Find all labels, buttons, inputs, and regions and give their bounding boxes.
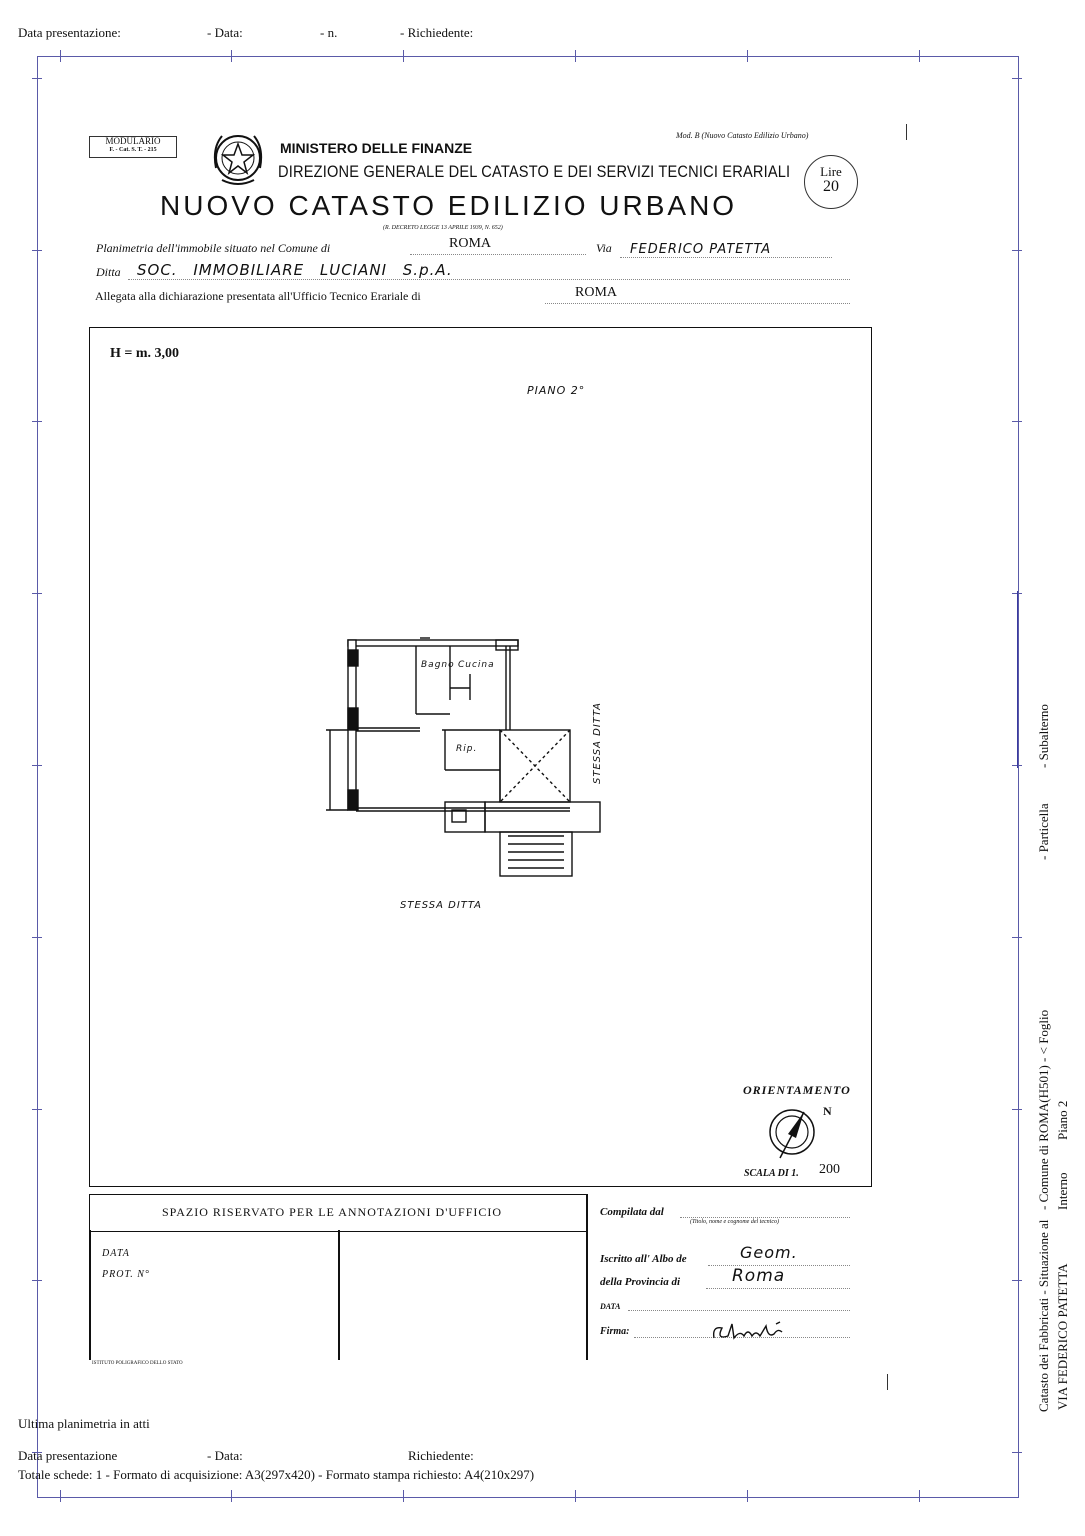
provincia-value: Roma	[732, 1266, 786, 1286]
room-label: Cucina	[458, 660, 495, 670]
frame-tick	[1012, 421, 1022, 422]
dots	[680, 1217, 850, 1218]
ufficio-value: ROMA	[575, 285, 618, 300]
compilata-note: (Titolo, nome e cognome del tecnico)	[690, 1219, 779, 1225]
frame-tick	[32, 421, 42, 422]
via-value: FEDERICO PATETTA	[630, 242, 772, 257]
frame-tick	[60, 50, 61, 62]
stessa-ditta-right: STESSA DITTA	[592, 702, 603, 784]
lire-stamp	[804, 155, 858, 209]
footer-ultima: Ultima planimetria in atti	[18, 1416, 150, 1431]
frame-tick	[1012, 78, 1022, 79]
printer-note: ISTITUTO POLIGRAFICO DELLO STATO	[92, 1361, 183, 1366]
frame-tick	[231, 1490, 232, 1502]
header-data-presentazione: Data presentazione:	[18, 25, 121, 40]
ministero: MINISTERO DELLE FINANZE	[280, 140, 473, 156]
mod-b: Mod. B (Nuovo Catasto Edilizio Urbano)	[676, 131, 809, 140]
frame-tick	[32, 1280, 42, 1281]
firma-label: Firma:	[600, 1326, 630, 1337]
orientamento-label: ORIENTAMENTO	[743, 1083, 851, 1097]
dots	[620, 257, 832, 258]
sidebar-line2: VIA FEDERICO PATETTA	[1055, 1263, 1070, 1410]
scala-value: 200	[819, 1162, 840, 1177]
side-mark	[1017, 591, 1018, 768]
data2-label: DATA	[600, 1302, 621, 1311]
height-label: H = m. 3,00	[110, 346, 180, 361]
dots	[706, 1288, 850, 1289]
frame-tick	[1012, 1109, 1022, 1110]
allegata-label: Allegata alla dichiarazione presentata all'Ufficio Tecnico Erariale di	[95, 289, 421, 303]
modulario-title: MODULARIO	[105, 136, 161, 146]
sidebar-line1: Catasto dei Fabbricati - Situazione al	[1036, 1219, 1051, 1412]
frame-tick	[919, 1490, 920, 1502]
scala-label: SCALA DI 1.	[744, 1168, 799, 1179]
via-label: Via	[596, 241, 612, 255]
frame-tick	[747, 1490, 748, 1502]
frame-tick	[575, 50, 576, 62]
north-label: N	[823, 1104, 832, 1118]
frame-tick	[32, 765, 42, 766]
emblem-icon	[208, 128, 268, 192]
stessa-ditta-bottom: STESSA DITTA	[400, 900, 482, 911]
frame-tick	[1012, 937, 1022, 938]
header-n: - n.	[320, 25, 338, 40]
frame-tick	[1012, 250, 1022, 251]
dots	[410, 254, 586, 255]
divider	[586, 1194, 588, 1360]
sidebar-comune: - Comune di ROMA(H501) - < Foglio	[1036, 1009, 1051, 1210]
frame-tick	[32, 78, 42, 79]
dots	[128, 279, 850, 280]
frame-tick	[919, 50, 920, 62]
header-richiedente: - Richiedente:	[400, 25, 474, 40]
annotation-prot-label: PROT. N°	[102, 1269, 150, 1280]
frame-tick	[1012, 1280, 1022, 1281]
ditta-label: Ditta	[96, 265, 121, 279]
lire-label: Lire	[820, 164, 842, 179]
lire-value: 20	[823, 178, 839, 195]
footer-totale: Totale schede: 1 - Formato di acquisizione: A3(297x420) - Formato stampa richiesto: A4(210x297)	[18, 1467, 535, 1482]
comune-value: ROMA	[449, 236, 492, 251]
frame-tick	[32, 250, 42, 251]
dots	[545, 303, 850, 304]
sidebar-particella: - Particella	[1036, 803, 1051, 860]
mark	[887, 1374, 888, 1390]
piano-label: PIANO 2°	[527, 384, 586, 397]
sidebar-interno: Interno	[1055, 1172, 1070, 1210]
modulario-code: F. - Cat. S. T. - 215	[109, 147, 157, 153]
frame-tick	[231, 50, 232, 62]
iscritto-label: Iscritto all' Albo de	[600, 1253, 687, 1265]
mark	[906, 124, 907, 140]
header-data: - Data:	[207, 25, 243, 40]
direzione: DIREZIONE GENERALE DEL CATASTO E DEI SERVIZI TECNICI ERARIALI	[278, 162, 791, 181]
frame-tick	[32, 593, 42, 594]
footer-data-presentazione: Data presentazione	[18, 1448, 118, 1463]
annotations-title: SPAZIO RISERVATO PER LE ANNOTAZIONI D'UFFICIO	[162, 1205, 503, 1219]
annotation-data-label: DATA	[102, 1248, 130, 1259]
room-label: Bagno	[421, 660, 455, 670]
sidebar-piano: Piano 2	[1055, 1100, 1070, 1140]
signature-icon	[710, 1318, 790, 1346]
ditta-value: SOC. IMMOBILIARE LUCIANI S.p.A.	[137, 261, 453, 279]
provincia-label: della Provincia di	[600, 1276, 681, 1288]
planimetria-label: Planimetria dell'immobile situato nel Comune di	[96, 241, 331, 255]
decreto: (R. DECRETO LEGGE 13 APRILE 1939, N. 652)	[383, 225, 503, 231]
sidebar-subalterno: - Subalterno	[1036, 704, 1051, 768]
modulario-box	[89, 136, 177, 158]
frame-tick	[1012, 1452, 1022, 1453]
footer-richiedente: Richiedente:	[408, 1448, 474, 1463]
frame-tick	[32, 937, 42, 938]
frame-tick	[403, 50, 404, 62]
iscritto-value: Geom.	[740, 1243, 798, 1262]
dots	[628, 1310, 850, 1311]
divider	[338, 1230, 340, 1360]
room-label: Rip.	[456, 744, 478, 754]
compilata-label: Compilata dal	[600, 1206, 664, 1218]
frame-tick	[32, 1109, 42, 1110]
frame-tick	[60, 1490, 61, 1502]
frame-tick	[403, 1490, 404, 1502]
frame-tick	[575, 1490, 576, 1502]
form-title: NUOVO CATASTO EDILIZIO URBANO	[160, 190, 738, 221]
frame-tick	[747, 50, 748, 62]
footer-data: - Data:	[207, 1448, 243, 1463]
divider	[89, 1230, 91, 1360]
compass-icon	[766, 1104, 828, 1162]
